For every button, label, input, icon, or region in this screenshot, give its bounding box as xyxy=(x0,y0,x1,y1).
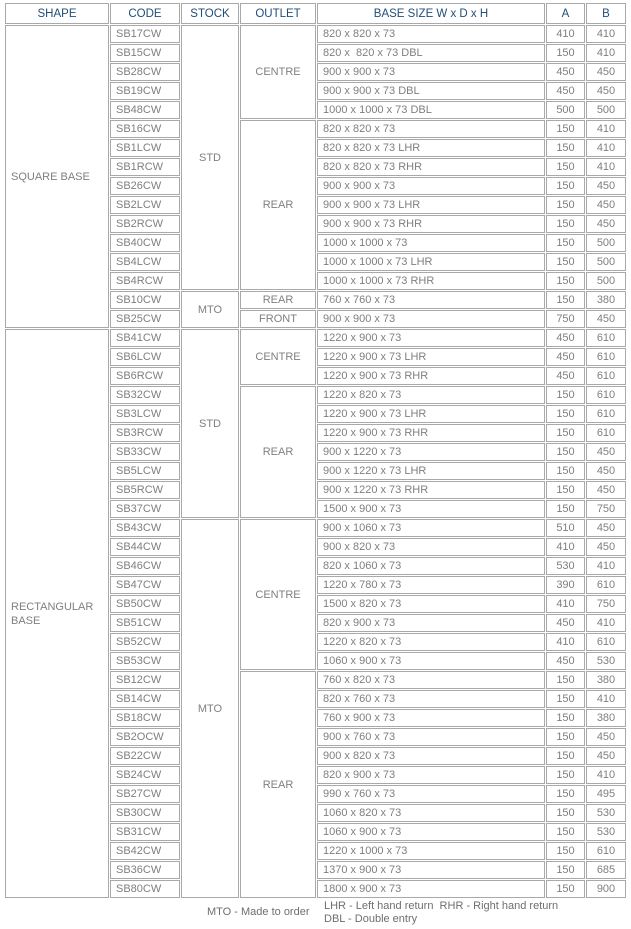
a-cell: 410 xyxy=(546,538,585,556)
shape-cell: RECTANGULAR BASE xyxy=(5,329,109,898)
size-cell: 1220 x 900 x 73 RHR xyxy=(317,424,545,442)
code-cell: SB6RCW xyxy=(110,367,180,385)
a-cell: 450 xyxy=(546,329,585,347)
a-cell: 150 xyxy=(546,291,585,309)
footer-notes xyxy=(4,899,631,929)
code-cell: SB47CW xyxy=(110,576,180,594)
outlet-cell: REAR xyxy=(240,671,316,898)
b-cell: 530 xyxy=(586,823,626,841)
code-cell: SB43CW xyxy=(110,519,180,537)
a-cell: 750 xyxy=(546,310,585,328)
b-cell: 450 xyxy=(586,462,626,480)
outlet-cell: CENTRE xyxy=(240,25,316,119)
spec-row xyxy=(5,25,626,43)
outlet-cell: CENTRE xyxy=(240,519,316,670)
size-cell: 1800 x 900 x 73 xyxy=(317,880,545,898)
a-cell: 410 xyxy=(546,595,585,613)
b-cell: 450 xyxy=(586,82,626,100)
a-cell: 410 xyxy=(546,633,585,651)
outlet-cell: REAR xyxy=(240,291,316,309)
b-cell: 610 xyxy=(586,633,626,651)
a-cell: 150 xyxy=(546,481,585,499)
a-cell: 150 xyxy=(546,671,585,689)
a-cell: 150 xyxy=(546,728,585,746)
a-cell: 150 xyxy=(546,747,585,765)
size-cell: 820 x 820 x 73 DBL xyxy=(317,44,545,62)
code-cell: SB37CW xyxy=(110,500,180,518)
code-cell: SB3RCW xyxy=(110,424,180,442)
a-cell: 150 xyxy=(546,880,585,898)
dbl-note: DBL - Double entry xyxy=(324,913,418,925)
spec-table xyxy=(4,2,627,899)
lhr-rhr-note: LHR - Left hand return RHR - Right hand return xyxy=(324,900,559,912)
stock-cell: MTO xyxy=(181,291,239,328)
size-cell: 1220 x 900 x 73 LHR xyxy=(317,348,545,366)
code-cell: SB33CW xyxy=(110,443,180,461)
b-cell: 450 xyxy=(586,310,626,328)
a-cell: 510 xyxy=(546,519,585,537)
b-cell: 500 xyxy=(586,101,626,119)
code-cell: SB36CW xyxy=(110,861,180,879)
code-cell: SB48CW xyxy=(110,101,180,119)
a-cell: 150 xyxy=(546,861,585,879)
a-cell: 150 xyxy=(546,234,585,252)
size-cell: 900 x 900 x 73 xyxy=(317,310,545,328)
a-cell: 450 xyxy=(546,348,585,366)
code-cell: SB26CW xyxy=(110,177,180,195)
b-cell: 900 xyxy=(586,880,626,898)
b-cell: 685 xyxy=(586,861,626,879)
a-cell: 150 xyxy=(546,44,585,62)
size-cell: 1220 x 900 x 73 RHR xyxy=(317,367,545,385)
code-cell: SB80CW xyxy=(110,880,180,898)
code-cell: SB16CW xyxy=(110,120,180,138)
a-cell: 150 xyxy=(546,196,585,214)
size-cell: 1370 x 900 x 73 xyxy=(317,861,545,879)
code-cell: SB46CW xyxy=(110,557,180,575)
code-cell: SB3LCW xyxy=(110,405,180,423)
size-cell: 820 x 820 x 73 RHR xyxy=(317,158,545,176)
b-cell: 450 xyxy=(586,538,626,556)
size-cell: 1000 x 1000 x 73 DBL xyxy=(317,101,545,119)
code-cell: SB15CW xyxy=(110,44,180,62)
code-cell: SB12CW xyxy=(110,671,180,689)
size-cell: 1220 x 900 x 73 xyxy=(317,329,545,347)
a-cell: 410 xyxy=(546,25,585,43)
shape-cell: SQUARE BASE xyxy=(5,25,109,328)
outlet-cell: REAR xyxy=(240,386,316,518)
code-cell: SB32CW xyxy=(110,386,180,404)
col-header-stock: STOCK xyxy=(181,3,239,24)
size-cell: 900 x 900 x 73 xyxy=(317,177,545,195)
a-cell: 150 xyxy=(546,386,585,404)
code-cell: SB4RCW xyxy=(110,272,180,290)
b-cell: 610 xyxy=(586,367,626,385)
code-cell: SB5LCW xyxy=(110,462,180,480)
a-cell: 150 xyxy=(546,424,585,442)
col-header-b: B xyxy=(586,3,626,24)
outlet-cell: CENTRE xyxy=(240,329,316,385)
a-cell: 150 xyxy=(546,253,585,271)
size-cell: 1220 x 820 x 73 xyxy=(317,386,545,404)
code-cell: SB6LCW xyxy=(110,348,180,366)
outlet-cell: FRONT xyxy=(240,310,316,328)
a-cell: 150 xyxy=(546,690,585,708)
a-cell: 150 xyxy=(546,823,585,841)
a-cell: 150 xyxy=(546,804,585,822)
size-cell: 820 x 820 x 73 xyxy=(317,120,545,138)
a-cell: 150 xyxy=(546,215,585,233)
b-cell: 530 xyxy=(586,804,626,822)
code-cell: SB52CW xyxy=(110,633,180,651)
size-cell: 1060 x 900 x 73 xyxy=(317,823,545,841)
b-cell: 450 xyxy=(586,177,626,195)
b-cell: 500 xyxy=(586,272,626,290)
size-cell: 990 x 760 x 73 xyxy=(317,785,545,803)
b-cell: 610 xyxy=(586,424,626,442)
b-cell: 450 xyxy=(586,63,626,81)
b-cell: 610 xyxy=(586,329,626,347)
size-cell: 1500 x 820 x 73 xyxy=(317,595,545,613)
code-cell: SB31CW xyxy=(110,823,180,841)
code-cell: SB51CW xyxy=(110,614,180,632)
size-cell: 1220 x 1000 x 73 xyxy=(317,842,545,860)
code-cell: SB22CW xyxy=(110,747,180,765)
code-cell: SB14CW xyxy=(110,690,180,708)
size-cell: 900 x 1220 x 73 RHR xyxy=(317,481,545,499)
a-cell: 150 xyxy=(546,177,585,195)
code-cell: SB2RCW xyxy=(110,215,180,233)
size-cell: 820 x 900 x 73 xyxy=(317,766,545,784)
size-cell: 900 x 1060 x 73 xyxy=(317,519,545,537)
b-cell: 450 xyxy=(586,519,626,537)
size-cell: 820 x 820 x 73 LHR xyxy=(317,139,545,157)
b-cell: 450 xyxy=(586,443,626,461)
b-cell: 500 xyxy=(586,253,626,271)
size-cell: 1060 x 820 x 73 xyxy=(317,804,545,822)
size-cell: 900 x 900 x 73 DBL xyxy=(317,82,545,100)
spec-table-body xyxy=(5,25,626,898)
code-cell: SB25CW xyxy=(110,310,180,328)
code-cell: SB24CW xyxy=(110,766,180,784)
b-cell: 410 xyxy=(586,557,626,575)
stock-cell: STD xyxy=(181,25,239,290)
a-cell: 150 xyxy=(546,766,585,784)
code-cell: SB18CW xyxy=(110,709,180,727)
a-cell: 500 xyxy=(546,101,585,119)
size-cell: 1000 x 1000 x 73 LHR xyxy=(317,253,545,271)
size-cell: 820 x 900 x 73 xyxy=(317,614,545,632)
b-cell: 610 xyxy=(586,576,626,594)
code-cell: SB10CW xyxy=(110,291,180,309)
size-cell: 820 x 760 x 73 xyxy=(317,690,545,708)
size-cell: 760 x 900 x 73 xyxy=(317,709,545,727)
size-cell: 1000 x 1000 x 73 RHR xyxy=(317,272,545,290)
code-cell: SB19CW xyxy=(110,82,180,100)
b-cell: 410 xyxy=(586,25,626,43)
b-cell: 380 xyxy=(586,709,626,727)
code-cell: SB1LCW xyxy=(110,139,180,157)
a-cell: 450 xyxy=(546,367,585,385)
a-cell: 150 xyxy=(546,158,585,176)
code-cell: SB40CW xyxy=(110,234,180,252)
stock-cell: MTO xyxy=(181,519,239,898)
a-cell: 150 xyxy=(546,709,585,727)
a-cell: 150 xyxy=(546,272,585,290)
abbreviation-notes xyxy=(324,900,558,926)
size-cell: 1220 x 820 x 73 xyxy=(317,633,545,651)
size-cell: 1060 x 900 x 73 xyxy=(317,652,545,670)
size-cell: 900 x 900 x 73 RHR xyxy=(317,215,545,233)
a-cell: 150 xyxy=(546,120,585,138)
code-cell: SB2LCW xyxy=(110,196,180,214)
code-cell: SB53CW xyxy=(110,652,180,670)
a-cell: 450 xyxy=(546,652,585,670)
spec-row xyxy=(5,329,626,347)
size-cell: 900 x 760 x 73 xyxy=(317,728,545,746)
stock-cell: STD xyxy=(181,329,239,518)
mto-note: MTO - Made to order xyxy=(207,906,310,918)
col-header-shape: SHAPE xyxy=(5,3,109,24)
a-cell: 150 xyxy=(546,405,585,423)
a-cell: 450 xyxy=(546,82,585,100)
b-cell: 410 xyxy=(586,766,626,784)
b-cell: 610 xyxy=(586,386,626,404)
b-cell: 610 xyxy=(586,348,626,366)
code-cell: SB44CW xyxy=(110,538,180,556)
col-header-a: A xyxy=(546,3,585,24)
size-cell: 820 x 1060 x 73 xyxy=(317,557,545,575)
code-cell: SB50CW xyxy=(110,595,180,613)
b-cell: 610 xyxy=(586,842,626,860)
size-cell: 900 x 1220 x 73 xyxy=(317,443,545,461)
col-header-code: CODE xyxy=(110,3,180,24)
b-cell: 410 xyxy=(586,690,626,708)
b-cell: 450 xyxy=(586,215,626,233)
b-cell: 750 xyxy=(586,595,626,613)
code-cell: SB2OCW xyxy=(110,728,180,746)
a-cell: 390 xyxy=(546,576,585,594)
header-row xyxy=(5,3,626,24)
a-cell: 150 xyxy=(546,500,585,518)
b-cell: 750 xyxy=(586,500,626,518)
b-cell: 410 xyxy=(586,120,626,138)
b-cell: 410 xyxy=(586,139,626,157)
b-cell: 410 xyxy=(586,614,626,632)
a-cell: 450 xyxy=(546,63,585,81)
col-header-base-size: BASE SIZE W x D x H xyxy=(317,3,545,24)
code-cell: SB30CW xyxy=(110,804,180,822)
a-cell: 150 xyxy=(546,842,585,860)
outlet-cell: REAR xyxy=(240,120,316,290)
size-cell: 900 x 820 x 73 xyxy=(317,747,545,765)
size-cell: 900 x 1220 x 73 LHR xyxy=(317,462,545,480)
size-cell: 900 x 900 x 73 xyxy=(317,63,545,81)
b-cell: 410 xyxy=(586,44,626,62)
b-cell: 450 xyxy=(586,747,626,765)
b-cell: 610 xyxy=(586,405,626,423)
b-cell: 450 xyxy=(586,481,626,499)
code-cell: SB27CW xyxy=(110,785,180,803)
code-cell: SB42CW xyxy=(110,842,180,860)
size-cell: 1220 x 780 x 73 xyxy=(317,576,545,594)
a-cell: 530 xyxy=(546,557,585,575)
b-cell: 530 xyxy=(586,652,626,670)
size-cell: 1220 x 900 x 73 LHR xyxy=(317,405,545,423)
a-cell: 150 xyxy=(546,139,585,157)
b-cell: 380 xyxy=(586,671,626,689)
code-cell: SB5RCW xyxy=(110,481,180,499)
col-header-outlet: OUTLET xyxy=(240,3,316,24)
size-cell: 1500 x 900 x 73 xyxy=(317,500,545,518)
code-cell: SB17CW xyxy=(110,25,180,43)
b-cell: 410 xyxy=(586,158,626,176)
size-cell: 900 x 900 x 73 LHR xyxy=(317,196,545,214)
code-cell: SB4LCW xyxy=(110,253,180,271)
b-cell: 380 xyxy=(586,291,626,309)
size-cell: 760 x 820 x 73 xyxy=(317,671,545,689)
a-cell: 150 xyxy=(546,785,585,803)
size-cell: 820 x 820 x 73 xyxy=(317,25,545,43)
a-cell: 450 xyxy=(546,614,585,632)
code-cell: SB28CW xyxy=(110,63,180,81)
b-cell: 500 xyxy=(586,234,626,252)
a-cell: 150 xyxy=(546,443,585,461)
code-cell: SB41CW xyxy=(110,329,180,347)
a-cell: 150 xyxy=(546,462,585,480)
b-cell: 495 xyxy=(586,785,626,803)
size-cell: 1000 x 1000 x 73 xyxy=(317,234,545,252)
size-cell: 900 x 820 x 73 xyxy=(317,538,545,556)
code-cell: SB1RCW xyxy=(110,158,180,176)
b-cell: 450 xyxy=(586,196,626,214)
b-cell: 450 xyxy=(586,728,626,746)
size-cell: 760 x 760 x 73 xyxy=(317,291,545,309)
